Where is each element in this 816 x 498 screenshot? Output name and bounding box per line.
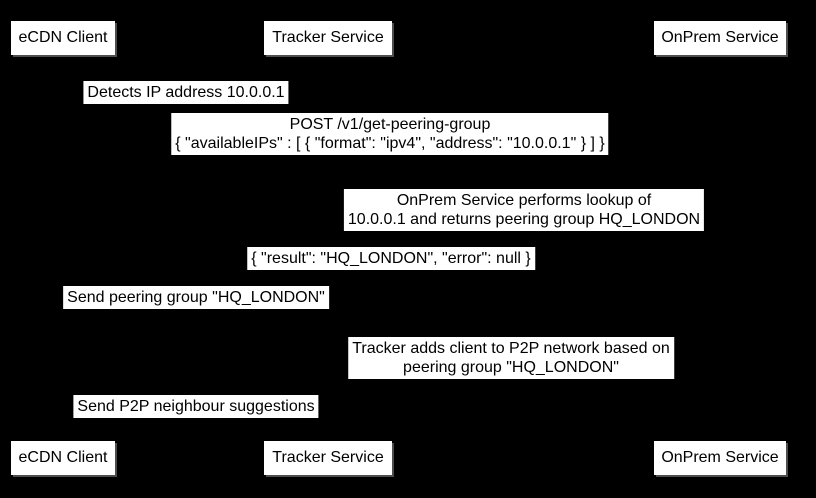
participant-tracker-service-top xyxy=(264,21,392,55)
message-result xyxy=(247,247,535,270)
message-text-line1: POST /v1/get-peering-group xyxy=(289,116,491,133)
note-onprem-lookup xyxy=(344,189,704,231)
message-text: Detects IP address 10.0.0.1 xyxy=(87,84,285,101)
participant-label: OnPrem Service xyxy=(661,449,779,466)
participant-onprem-service-top xyxy=(654,21,786,55)
participant-ecdn-client-top xyxy=(11,21,115,55)
participant-label: eCDN Client xyxy=(18,449,108,466)
message-post-peering-group xyxy=(171,113,608,155)
note-tracker-adds-client xyxy=(348,337,674,379)
participant-label: eCDN Client xyxy=(18,29,108,46)
participant-label: OnPrem Service xyxy=(661,29,779,46)
message-text: Send P2P neighbour suggestions xyxy=(77,398,315,415)
note-text-line1: OnPrem Service performs lookup of xyxy=(396,192,652,209)
message-text-line2: { "availableIPs" : [ { "format": "ipv4", "address": "10.0.0.1" } ] } xyxy=(175,135,605,152)
message-text: Send peering group "HQ_LONDON" xyxy=(67,289,325,306)
lifeline-onprem-service xyxy=(719,55,720,441)
note-text-line2: 10.0.0.1 and returns peering group HQ_LONDON xyxy=(347,211,701,228)
participant-onprem-service-bottom xyxy=(654,441,786,475)
participant-tracker-service-bottom xyxy=(264,441,392,475)
message-detect-ip xyxy=(83,81,288,104)
message-send-peering-group xyxy=(63,286,329,309)
message-send-p2p-suggestions xyxy=(73,395,318,418)
participant-ecdn-client-bottom xyxy=(11,441,115,475)
participant-label: Tracker Service xyxy=(272,449,384,466)
message-text: { "result": "HQ_LONDON", "error": null } xyxy=(251,250,531,267)
participant-label: Tracker Service xyxy=(272,29,384,46)
note-text-line1: Tracker adds client to P2P network based on xyxy=(352,340,670,357)
note-text-line2: peering group "HQ_LONDON" xyxy=(403,359,619,376)
lifeline-ecdn-client xyxy=(62,55,63,441)
